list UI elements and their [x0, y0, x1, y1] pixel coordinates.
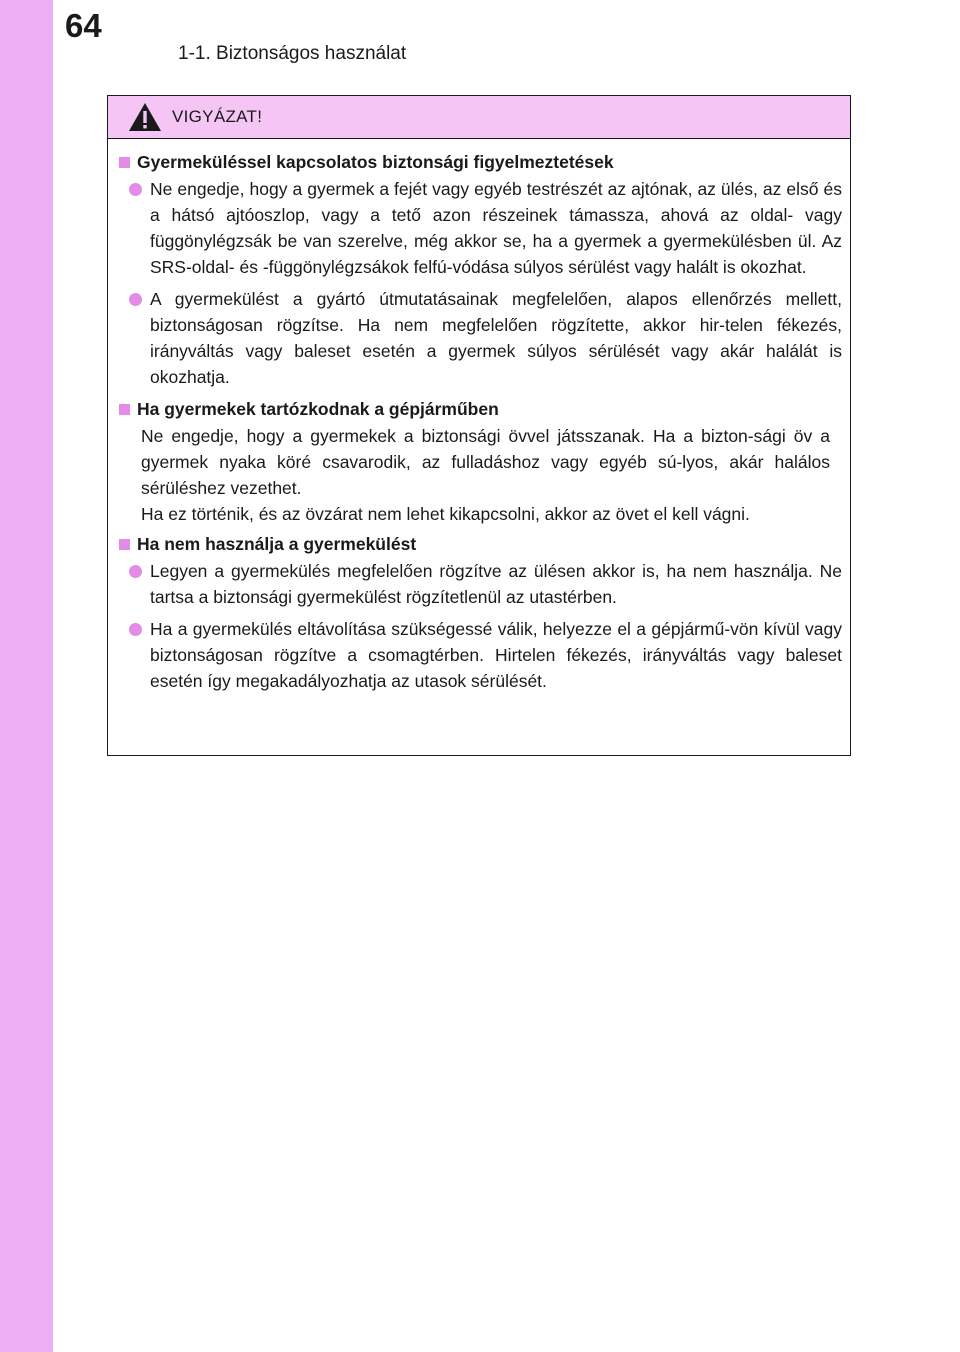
- list-item-text: Legyen a gyermekülés megfelelően rögzítve az ülésen akkor is, ha nem használja. Ne tartsa a biztonsági gyermekülést rögzítetlenül az utastérben.: [150, 561, 842, 607]
- warning-title: VIGYÁZAT!: [172, 107, 263, 126]
- round-bullet-icon: [129, 293, 142, 306]
- paragraph: Ne engedje, hogy a gyermekek a biztonsági övvel játsszanak. Ha a bizton-sági öv a gyermek nyaka köré csavarodik, az fulladáshoz vagy egyéb sú-lyos, akár halálos sérüléshez vezethet.: [141, 426, 830, 498]
- round-bullet-icon: [129, 565, 142, 578]
- square-bullet-icon: [119, 404, 130, 415]
- bullet-list: [116, 558, 842, 694]
- warning-header: [108, 96, 850, 139]
- warning-body: [108, 139, 850, 694]
- list-item-text: Ne engedje, hogy a gyermek a fejét vagy egyéb testrészét az ajtónak, az ülés, az első és a hátsó ajtóoszlop, vagy a tető azon részeinek támassza, ahová az oldal- vagy függönylégzsák be van szerelve, még akkor se, ha a gyermek a gyermekülésben ül. Az SRS-oldal- és -függönylégzsákok felfú-vódása súlyos sérülést vagy halált is okozhat.: [150, 179, 842, 277]
- paragraph: Ha ez történik, és az övzárat nem lehet kikapcsolni, akkor az övet el kell vágni.: [141, 504, 750, 524]
- square-bullet-icon: [119, 539, 130, 550]
- round-bullet-icon: [129, 623, 142, 636]
- round-bullet-icon: [129, 183, 142, 196]
- section-heading: [116, 531, 842, 558]
- list-item: [129, 286, 842, 390]
- section-heading: [116, 149, 842, 176]
- list-item: [129, 176, 842, 280]
- page-number: 64: [65, 7, 102, 44]
- warning-triangle-icon: [128, 102, 162, 132]
- square-bullet-icon: [119, 157, 130, 168]
- warning-box: [107, 95, 851, 756]
- list-item: [129, 558, 842, 610]
- list-item-text: A gyermekülést a gyártó útmutatásainak megfelelően, alapos ellenőrzés mellett, biztonságosan rögzítse. Ha nem megfelelően rögzítette, akkor hir-telen fékezés, irányváltás vagy baleset esetén a gyermek súlyos sérülését vagy akár halálát is okozhatja.: [150, 289, 842, 387]
- section-heading-text: Ha nem használja a gyermekülést: [137, 534, 417, 554]
- side-color-strip: [0, 0, 53, 1352]
- bullet-list: [116, 176, 842, 390]
- list-item-text: Ha a gyermekülés eltávolítása szükségessé válik, helyezze el a gépjármű-vön kívül vagy biztonságosan rögzítve a csomagtérben. Hirtelen fékezés, irányváltás vagy baleset esetén így megakadályozhatja az utasok sérülését.: [150, 619, 842, 691]
- section-heading-text: Ha gyermekek tartózkodnak a gépjárműben: [137, 399, 499, 419]
- paragraph-group: [116, 423, 842, 527]
- section-title: 1-1. Biztonságos használat: [178, 43, 407, 64]
- list-item: [129, 616, 842, 694]
- section-heading-text: Gyermeküléssel kapcsolatos biztonsági figyelmeztetések: [137, 152, 614, 172]
- section-heading: [116, 396, 842, 423]
